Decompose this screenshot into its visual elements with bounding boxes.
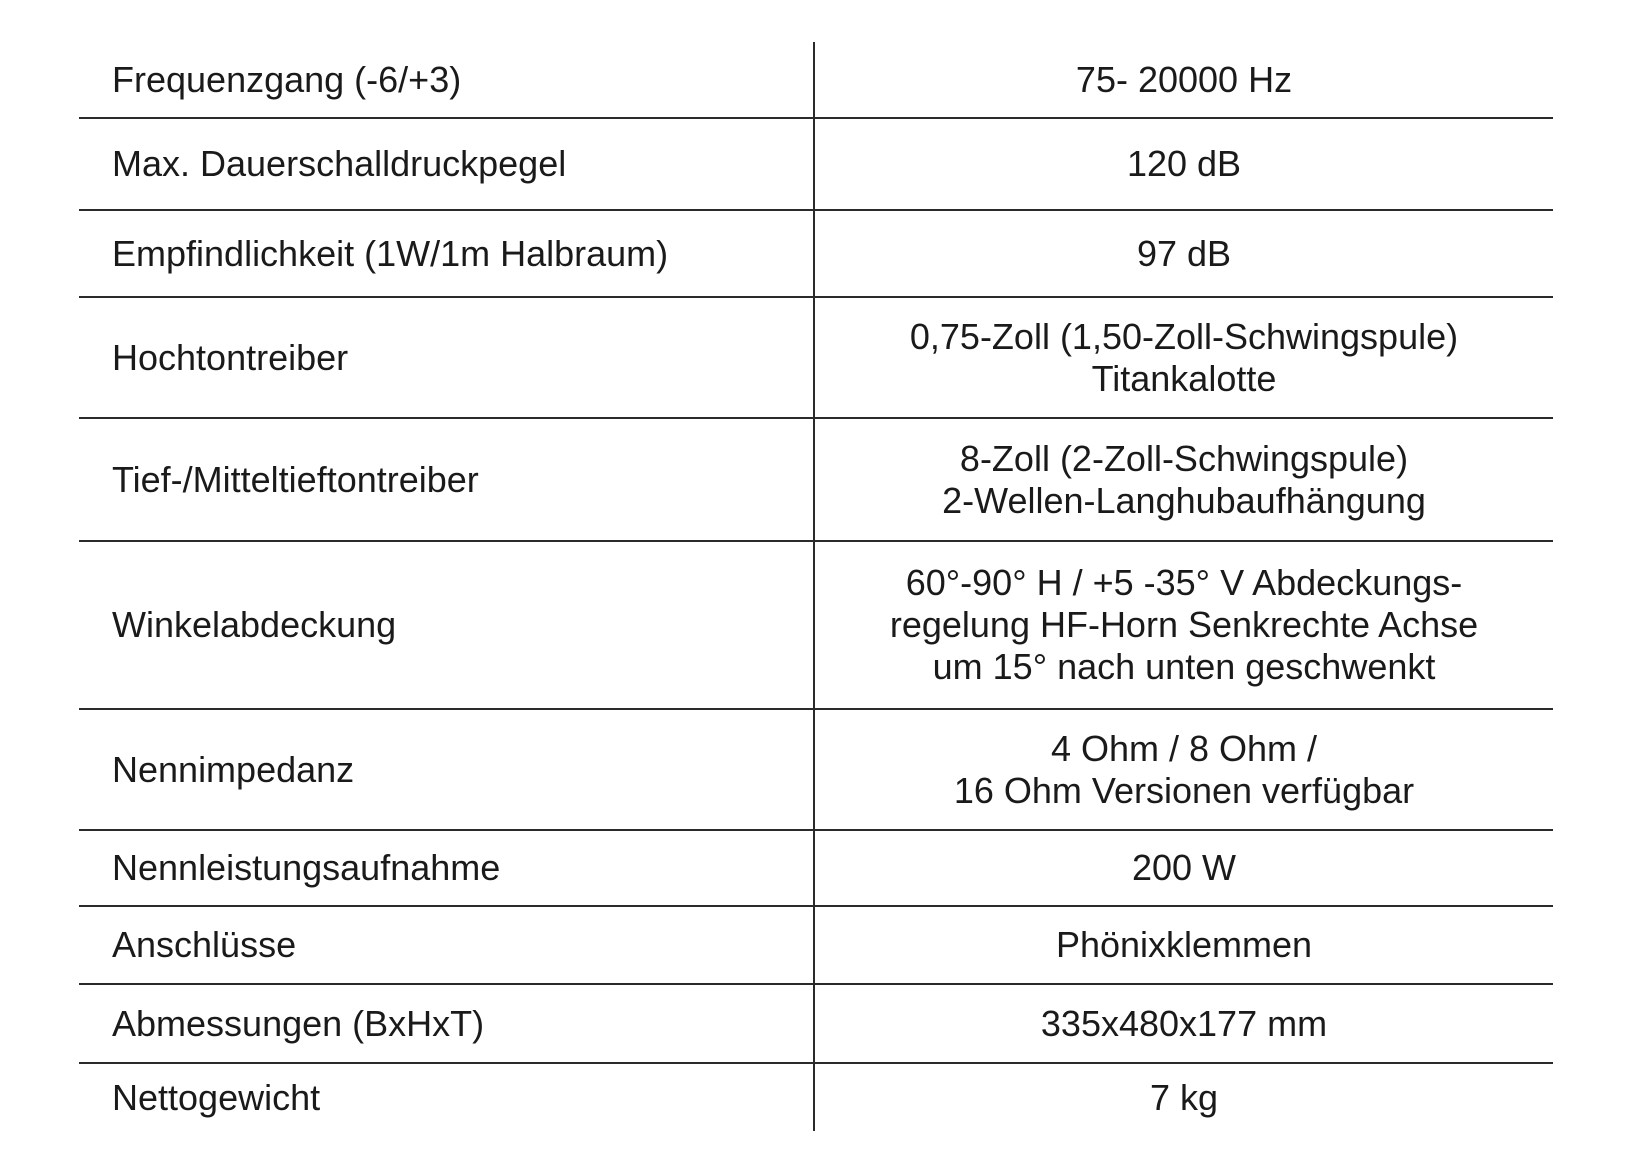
spec-label: Winkelabdeckung [79, 542, 815, 708]
spec-value-line: Titankalotte [1091, 357, 1277, 399]
spec-label: Max. Dauerschalldruckpegel [79, 119, 815, 209]
spec-table [79, 42, 1553, 1131]
spec-value-line: 0,75-Zoll (1,50-Zoll-Schwingspule) [909, 315, 1459, 357]
spec-value-line: 200 W [1131, 847, 1237, 888]
spec-value [815, 985, 1553, 1062]
spec-value-line: 16 Ohm Versionen verfügbar [953, 769, 1415, 811]
spec-value-line: um 15° nach unten geschwenkt [932, 646, 1436, 687]
spec-value [815, 211, 1553, 296]
table-row [79, 211, 1553, 298]
spec-label: Tief-/Mitteltieftontreiber [79, 419, 815, 540]
spec-label: Abmessungen (BxHxT) [79, 985, 815, 1062]
spec-value-line: 97 dB [1136, 232, 1232, 274]
spec-value [815, 119, 1553, 209]
table-row [79, 542, 1553, 710]
table-row [79, 831, 1553, 907]
spec-label: Hochtontreiber [79, 298, 815, 417]
spec-label: Nennleistungsaufnahme [79, 831, 815, 905]
spec-value-line: 7 kg [1149, 1076, 1219, 1118]
spec-label: Empfindlichkeit (1W/1m Halbraum) [79, 211, 815, 296]
spec-label: Nennimpedanz [79, 710, 815, 829]
spec-value [815, 298, 1553, 417]
spec-value-line: 75- 20000 Hz [1075, 58, 1293, 100]
spec-value [815, 907, 1553, 983]
spec-value [815, 419, 1553, 540]
table-row [79, 985, 1553, 1064]
spec-value-line: 4 Ohm / 8 Ohm / [1050, 727, 1318, 769]
table-row [79, 42, 1553, 119]
spec-value-line: 335x480x177 mm [1040, 1002, 1328, 1044]
spec-value-line: 2-Wellen-Langhubaufhängung [942, 479, 1426, 521]
spec-value-line: 120 dB [1126, 143, 1242, 184]
spec-label: Anschlüsse [79, 907, 815, 983]
table-row [79, 419, 1553, 542]
table-row [79, 298, 1553, 419]
spec-label: Nettogewicht [79, 1064, 815, 1131]
spec-label: Frequenzgang (-6/+3) [79, 42, 815, 117]
spec-value [815, 831, 1553, 905]
table-row [79, 119, 1553, 211]
table-row [79, 1064, 1553, 1131]
spec-value-line: Phönixklemmen [1055, 924, 1313, 965]
spec-value [815, 542, 1553, 708]
spec-value [815, 1064, 1553, 1131]
spec-value [815, 710, 1553, 829]
spec-value-line: 8-Zoll (2-Zoll-Schwingspule) [959, 437, 1409, 479]
spec-value-line: regelung HF-Horn Senkrechte Achse [889, 604, 1479, 645]
spec-value-line: 60°-90° H / +5 -35° V Abdeckungs- [905, 562, 1463, 603]
spec-value [815, 42, 1553, 117]
table-row [79, 907, 1553, 985]
table-row [79, 710, 1553, 831]
